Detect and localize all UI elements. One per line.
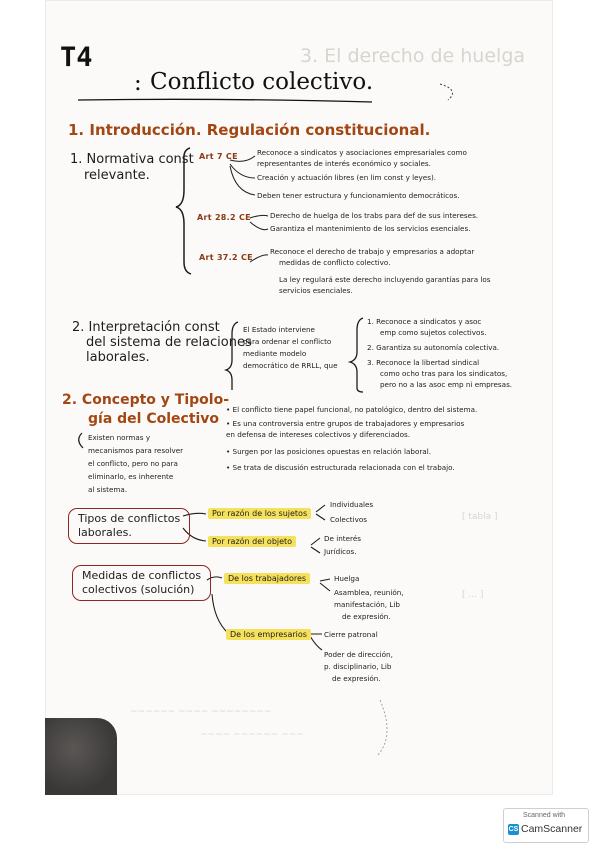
block2-mid: para ordenar el conflicto xyxy=(243,337,332,346)
section-2-heading-line2: gía del Colectivo xyxy=(88,411,220,427)
object-value: Jurídicos. xyxy=(324,547,357,556)
employers-value: p. disciplinario, Lib xyxy=(324,662,392,671)
tipos-box xyxy=(68,508,190,544)
bleed-through: [ tabla ] xyxy=(462,512,498,522)
section-1-heading: 1. Introducción. Regulación constitucional. xyxy=(68,121,431,139)
bleed-through: [ ... ] xyxy=(462,590,484,600)
thumb-shadow xyxy=(45,718,117,795)
section2-bullet: • Surgen por las posiciones opuestas en relación laboral. xyxy=(226,447,431,456)
block2-mid: El Estado interviene xyxy=(243,325,315,334)
art28-line: Derecho de huelga de los trabs para def de sus intereses. xyxy=(270,211,479,220)
scanned-with-text: Scanned with xyxy=(523,812,566,819)
art-7-ce: Art 7 CE xyxy=(199,152,238,161)
block2-list-item: 1. Reconoce a sindicatos y asoc xyxy=(367,317,482,326)
art37-line: La ley regulará este derecho incluyendo garantías para los xyxy=(279,275,491,284)
section2-note: Existen normas y xyxy=(88,433,151,442)
art7-line: Creación y actuación libres (en lim const y leyes). xyxy=(257,173,437,182)
subjects-value: Colectivos xyxy=(330,515,367,524)
tipos-box-line: laborales. xyxy=(78,526,132,539)
employers-value: Cierre patronal xyxy=(324,630,378,639)
page-title: Conflicto colectivo. xyxy=(150,69,374,95)
tipos-box-line: Tipos de conflictos xyxy=(78,512,181,525)
employers-value: de expresión. xyxy=(332,674,381,683)
block2-list-item: como ocho tras para los sindicatos, xyxy=(380,369,508,378)
art37-line: Reconoce el derecho de trabajo y empresarios a adoptar xyxy=(270,247,475,256)
section2-note: al sistema. xyxy=(88,485,128,494)
bleed-through: 3. El derecho de huelga xyxy=(300,45,526,67)
section2-bullet: • El conflicto tiene papel funcional, no patológico, dentro del sistema. xyxy=(226,405,478,414)
camscanner-logo-icon: CS xyxy=(508,826,519,833)
section2-bullet: • Es una controversia entre grupos de trabajadores y empresarios xyxy=(226,419,465,428)
block2-label: 2. Interpretación const xyxy=(72,320,220,335)
block1-label-line2: relevante. xyxy=(84,168,150,183)
block2-label: laborales. xyxy=(86,350,150,365)
section2-bullet: en defensa de intereses colectivos y diferenciados. xyxy=(226,430,411,439)
art7-line: Reconoce a sindicatos y asociaciones empresariales como xyxy=(257,148,467,157)
art-37-2-ce: Art 37.2 CE xyxy=(199,253,253,262)
art7-line: Deben tener estructura y funcionamiento democráticos. xyxy=(257,191,460,200)
block2-list-item: 2. Garantiza su autonomía colectiva. xyxy=(367,343,500,352)
medidas-box xyxy=(72,565,211,601)
block1-label-line1: 1. Normativa const xyxy=(70,152,194,167)
section2-bullet: • Se trata de discusión estructurada relacionada con el trabajo. xyxy=(226,463,455,472)
block2-mid: mediante modelo xyxy=(243,349,307,358)
section2-note: mecanismos para resolver xyxy=(88,446,184,455)
art-28-2-ce: Art 28.2 CE xyxy=(197,213,251,222)
workers-value: Asamblea, reunión, xyxy=(334,588,404,597)
art28-line: Garantiza el mantenimiento de los servicios esenciales. xyxy=(270,224,471,233)
art37-line: medidas de conflicto colectivo. xyxy=(279,258,391,267)
workers-value: manifestación, Lib xyxy=(334,600,400,609)
topic-code: T4 xyxy=(60,42,93,73)
employers-value: Poder de dirección, xyxy=(324,650,393,659)
medidas-box-line: Medidas de conflictos xyxy=(82,569,202,582)
by-object-label: Por razón del objeto xyxy=(208,536,296,547)
camscanner-brand: CamScanner xyxy=(521,823,583,835)
workers-label: De los trabajadores xyxy=(224,573,310,584)
camscanner-badge xyxy=(503,808,589,843)
block2-list-item: 3. Reconoce la libertad sindical xyxy=(367,358,480,367)
workers-value: Huelga xyxy=(334,574,360,583)
employers-label: De los empresarios xyxy=(226,629,311,640)
block2-list-item: pero no a las asoc emp ni empresas. xyxy=(380,380,513,389)
section-2-heading-line1: 2. Concepto y Tipolo- xyxy=(62,392,230,408)
by-subjects-label: Por razón de los sujetos xyxy=(208,508,311,519)
object-value: De interés xyxy=(324,534,361,543)
subjects-value: Individuales xyxy=(330,500,374,509)
bleed-through: ~~~~~~ ~~~~ ~~~~~~~~ xyxy=(130,707,272,717)
workers-value: de expresión. xyxy=(342,612,391,621)
medidas-box-line: colectivos (solución) xyxy=(82,583,195,596)
block2-mid: democrático de RRLL, que xyxy=(243,361,338,370)
block2-label: del sistema de relaciones xyxy=(86,335,252,350)
bleed-through: ~~~~ ~~~~~~ ~~~ xyxy=(200,730,304,740)
art7-line: representantes de interés económico y sociales. xyxy=(257,159,431,168)
section2-note: el conflicto, pero no para xyxy=(88,459,178,468)
block2-list-item: emp como sujetos colectivos. xyxy=(380,328,487,337)
section2-note: eliminarlo, es inherente xyxy=(88,472,174,481)
topic-colon: : xyxy=(134,70,142,96)
art37-line: servicios esenciales. xyxy=(279,286,353,295)
